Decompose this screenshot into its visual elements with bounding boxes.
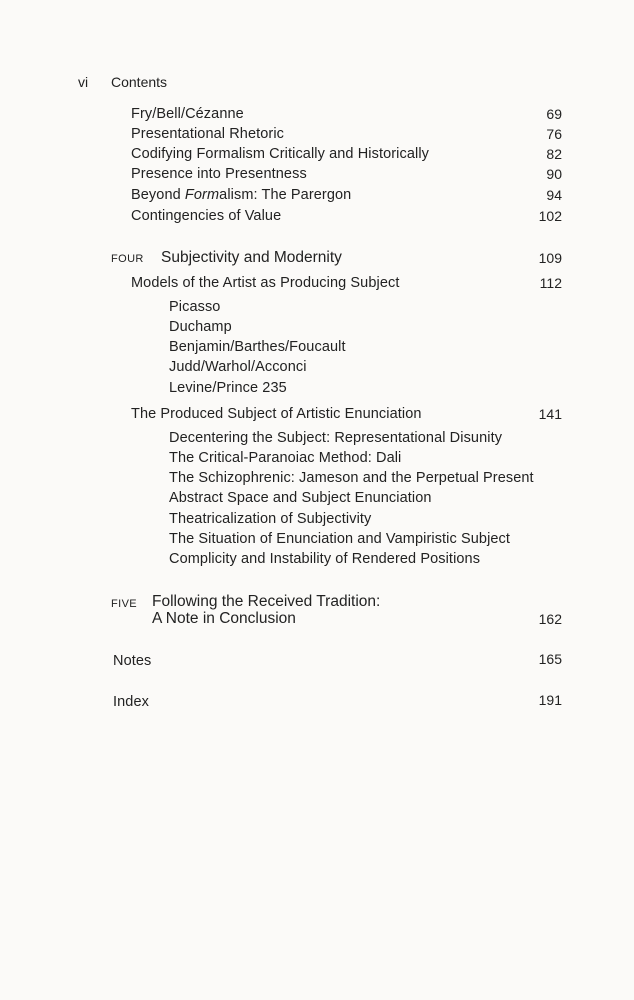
- chapter-page: 162: [538, 611, 562, 627]
- toc-back-matter-title: Notes: [113, 653, 152, 669]
- toc-section-page: 141: [538, 406, 562, 422]
- toc-entry-page: 69: [546, 106, 562, 122]
- toc-subsection: Duchamp: [169, 319, 232, 335]
- toc-entry-page: 102: [538, 208, 562, 224]
- toc-section-page: 112: [539, 275, 562, 291]
- toc-back-matter-page: 191: [538, 692, 562, 708]
- chapter-page: 109: [538, 250, 562, 266]
- toc-back-matter-title: Index: [113, 694, 149, 710]
- toc-entry-page: 90: [546, 166, 562, 182]
- toc-section-title: The Produced Subject of Artistic Enunciation: [131, 406, 422, 422]
- toc-subsection: Benjamin/Barthes/Foucault: [169, 339, 346, 355]
- toc-subsection: Abstract Space and Subject Enunciation: [169, 490, 432, 506]
- toc-entry-title: [131, 185, 351, 205]
- chapter-title: Subjectivity and Modernity: [161, 249, 342, 266]
- chapter-title-continued: A Note in Conclusion: [152, 610, 296, 627]
- toc-entry-title: Presence into Presentness: [131, 166, 307, 182]
- toc-subsection: Decentering the Subject: Representational Disunity: [169, 430, 503, 446]
- chapter-tag: FOUR: [111, 253, 144, 265]
- toc-entry-title-part: Beyond: [131, 187, 185, 203]
- toc-entry-page: 82: [546, 146, 562, 162]
- toc-subsection: Picasso: [169, 299, 221, 315]
- toc-entry-title: Contingencies of Value: [131, 208, 282, 224]
- toc-entry-title: Presentational Rhetoric: [131, 126, 285, 142]
- toc-subsection: Judd/Warhol/Acconci: [169, 359, 307, 375]
- page-number: vi: [78, 74, 89, 90]
- toc-subsection: Complicity and Instability of Rendered Positions: [169, 551, 481, 567]
- toc-subsection: Theatricalization of Subjectivity: [169, 511, 372, 527]
- toc-back-matter-page: 165: [538, 651, 562, 667]
- running-header-title: Contents: [111, 74, 168, 90]
- toc-entry-page: 76: [546, 126, 562, 142]
- toc-subsection: The Situation of Enunciation and Vampiristic Subject: [169, 531, 511, 547]
- toc-entry-title-part: alism: The Parergon: [219, 187, 352, 203]
- toc-subsection: The Schizophrenic: Jameson and the Perpetual Present: [169, 470, 534, 486]
- chapter-title: Following the Received Tradition:: [152, 593, 381, 610]
- toc-entry-page: 94: [546, 187, 562, 203]
- toc-entry-title-italic: Form: [184, 187, 220, 203]
- toc-section-title: Models of the Artist as Producing Subject: [131, 275, 400, 291]
- toc-subsection: Levine/Prince 235: [169, 380, 287, 396]
- chapter-tag: FIVE: [111, 598, 138, 610]
- toc-entry-title: Codifying Formalism Critically and Historically: [131, 146, 429, 162]
- toc-subsection: The Critical-Paranoiac Method: Dali: [169, 450, 402, 466]
- toc-entry-title: Fry/Bell/Cézanne: [131, 106, 244, 122]
